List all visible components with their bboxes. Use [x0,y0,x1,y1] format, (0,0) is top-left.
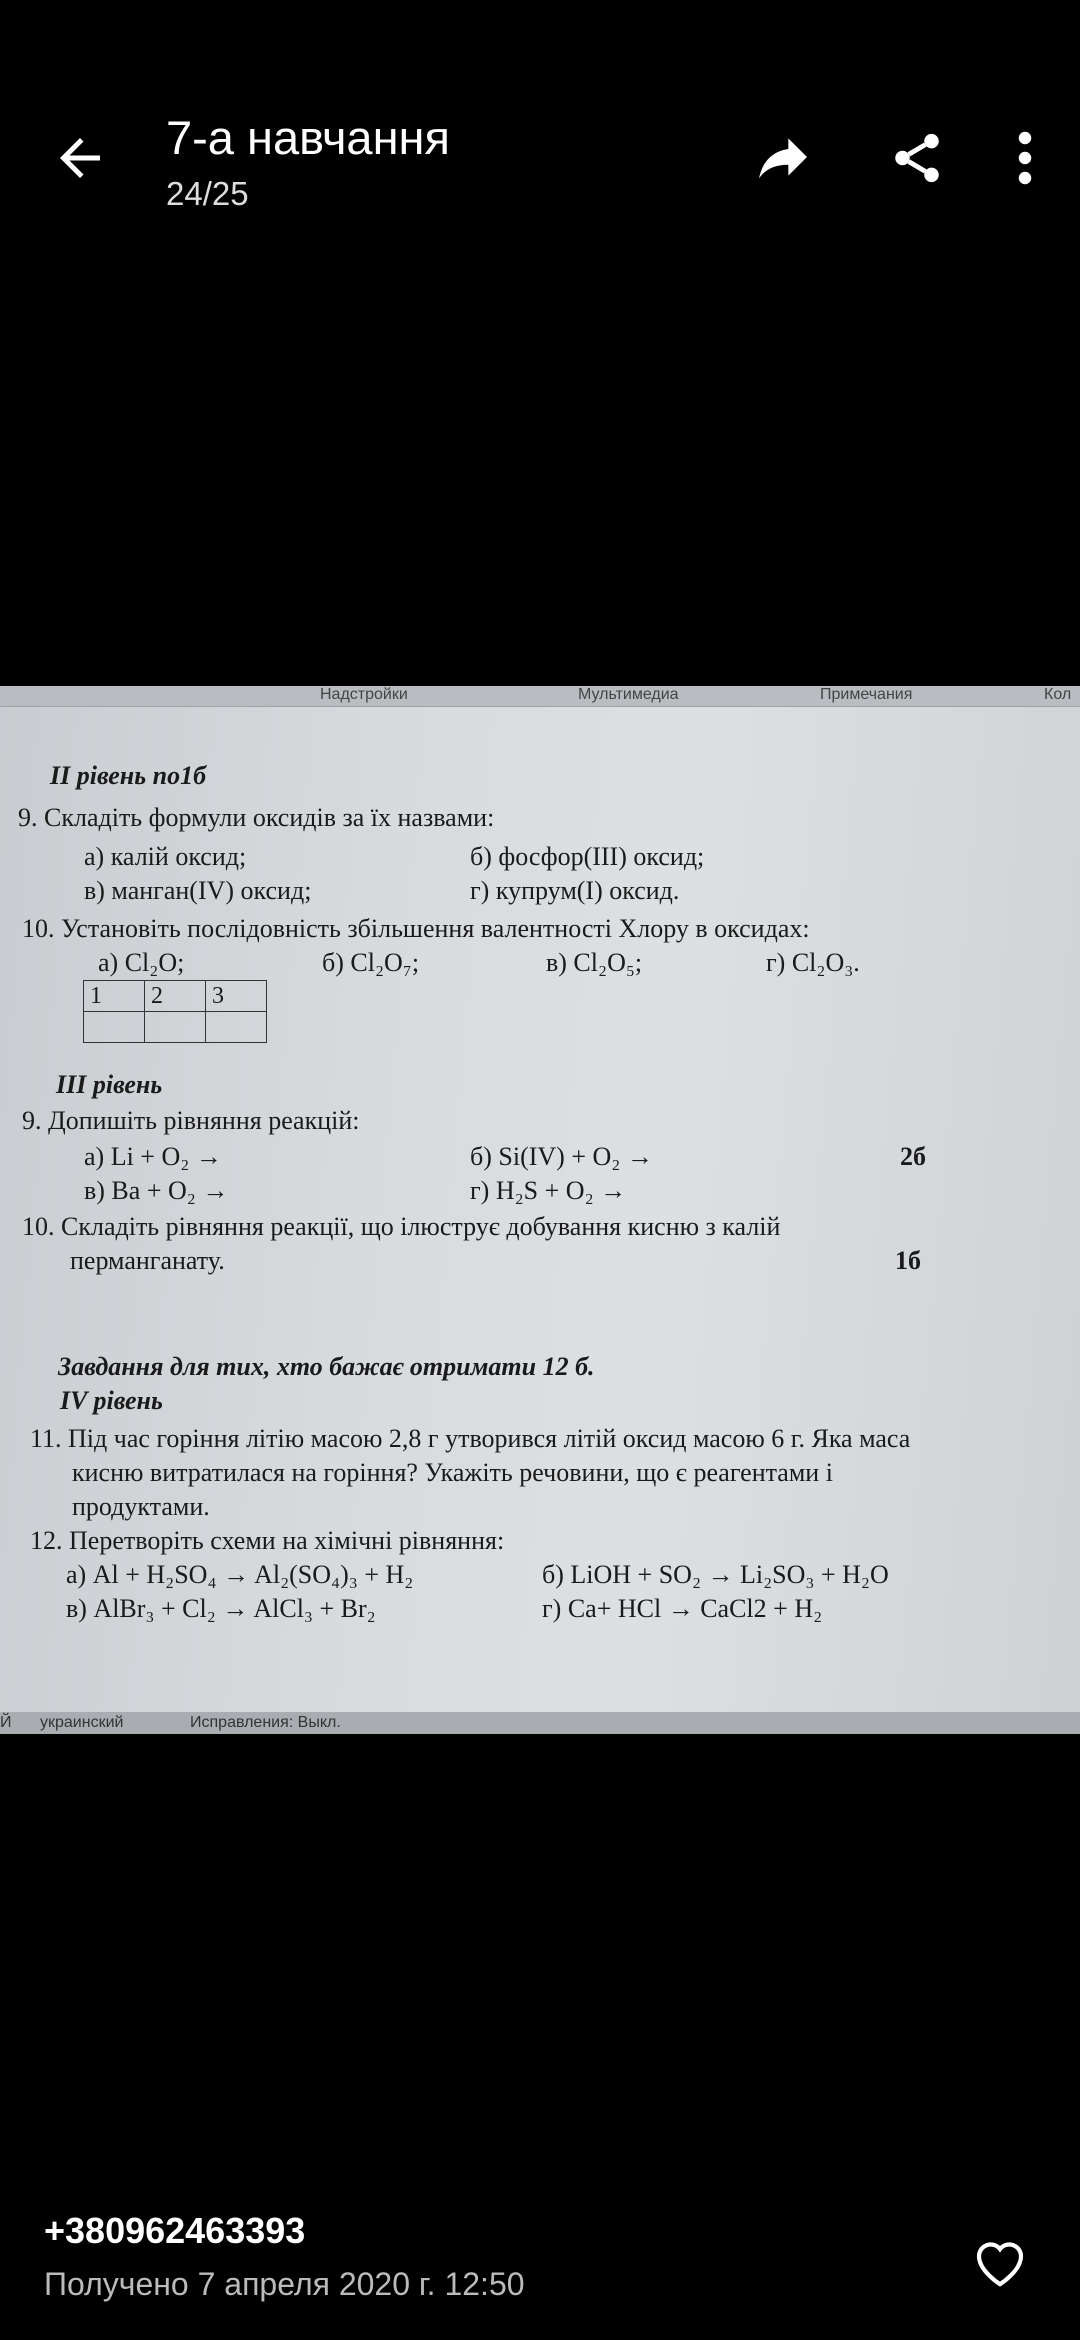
question-9d: г) купрум(І) оксид. [470,876,680,905]
sender-phone: +380962463393 [44,2210,306,2251]
reaction-10-line2: перманганату. [70,1246,225,1275]
question-9: 9. Складіть формули оксидів за їх назвами: [18,803,495,832]
received-date: Получено 7 апреля 2020 г. 12:50 [44,2266,525,2302]
question-12: 12. Перетворіть схеми на хімічні рівняння: [30,1526,505,1555]
question-12c: в) AlBr₃ + Cl₂ → AlCl₃ + Br₂ [66,1594,376,1623]
question-9c: в) манган(IV) оксид; [84,876,312,905]
question-12a: а) Al + H₂SO₄ → Al₂(SO₄)₃ + H₂ [66,1560,414,1589]
reaction-9b: б) Si(IV) + O₂ → [470,1142,653,1171]
level-3-heading: III рівень [56,1070,163,1099]
question-11-line2: кисню витратилася на горіння? Укажіть речовини, що є реагентами і [72,1458,833,1487]
question-12d: г) Ca+ HCl → CaCl2 + H₂ [542,1594,823,1623]
question-10c: в) Cl₂O₅; [546,948,643,977]
question-11-line1: 11. Під час горіння літію масою 2,8 г утворився літій оксид масою 6 г. Яка маса [30,1424,911,1453]
reaction-9: 9. Допишіть рівняння реакцій: [22,1106,360,1135]
forward-icon[interactable] [748,125,818,189]
question-10: 10. Установіть послідовність збільшення валентності Хлору в оксидах: [22,914,810,943]
reaction-9d: г) H₂S + O₂ → [470,1176,627,1205]
reaction-10-line1: 10. Складіть рівняння реакції, що ілюструє добування кисню з калій [22,1212,781,1241]
status-item: Й [0,1714,12,1731]
ribbon-item: Примечания [820,686,913,703]
reaction-9c: в) Ba + O₂ → [84,1176,229,1205]
photo-viewer-image[interactable] [0,686,1080,1734]
ribbon-item: Кол [1044,686,1072,703]
back-arrow-icon[interactable] [50,128,110,188]
status-item: Исправления: Выкл. [190,1714,341,1731]
answer-table [83,980,267,1043]
question-10d: г) Cl₂O₃. [766,948,860,977]
table-cell: 1 [84,981,145,1012]
level-2-heading: II рівень по1б [50,761,207,790]
photographed-status-bar [0,1712,1080,1734]
document-content [0,686,1080,1734]
question-9b: б) фосфор(ІІІ) оксид; [470,842,705,871]
question-10a: а) Cl₂O; [98,948,185,977]
heart-icon[interactable] [972,2236,1028,2288]
reaction-9a: а) Li + O₂ → [84,1142,222,1171]
ribbon-item: Надстройки [320,686,408,703]
table-cell [206,1012,267,1043]
points-2: 2б [900,1142,926,1171]
image-counter: 24/25 [166,175,249,212]
extra-task-heading: Завдання для тих, хто бажає отримати 12 б. [58,1352,595,1381]
table-cell: 2 [145,981,206,1012]
top-app-bar [0,0,1080,300]
ribbon-item: Мультимедиа [578,686,679,703]
album-title: 7-а навчання [166,111,450,164]
level-4-heading: IV рівень [60,1386,163,1415]
table-cell [145,1012,206,1043]
question-12b: б) LiOH + SO₂ → Li₂SO₃ + H₂O [542,1560,889,1589]
question-10b: б) Cl₂O₇; [322,948,420,977]
share-icon[interactable] [888,128,946,188]
more-vert-icon[interactable] [1010,128,1040,188]
question-9a: а) калій оксид; [84,842,247,871]
table-cell: 3 [206,981,267,1012]
question-11-line3: продуктами. [72,1492,210,1521]
table-cell [84,1012,145,1043]
status-item: украинский [40,1714,124,1731]
points-1: 1б [895,1246,921,1275]
